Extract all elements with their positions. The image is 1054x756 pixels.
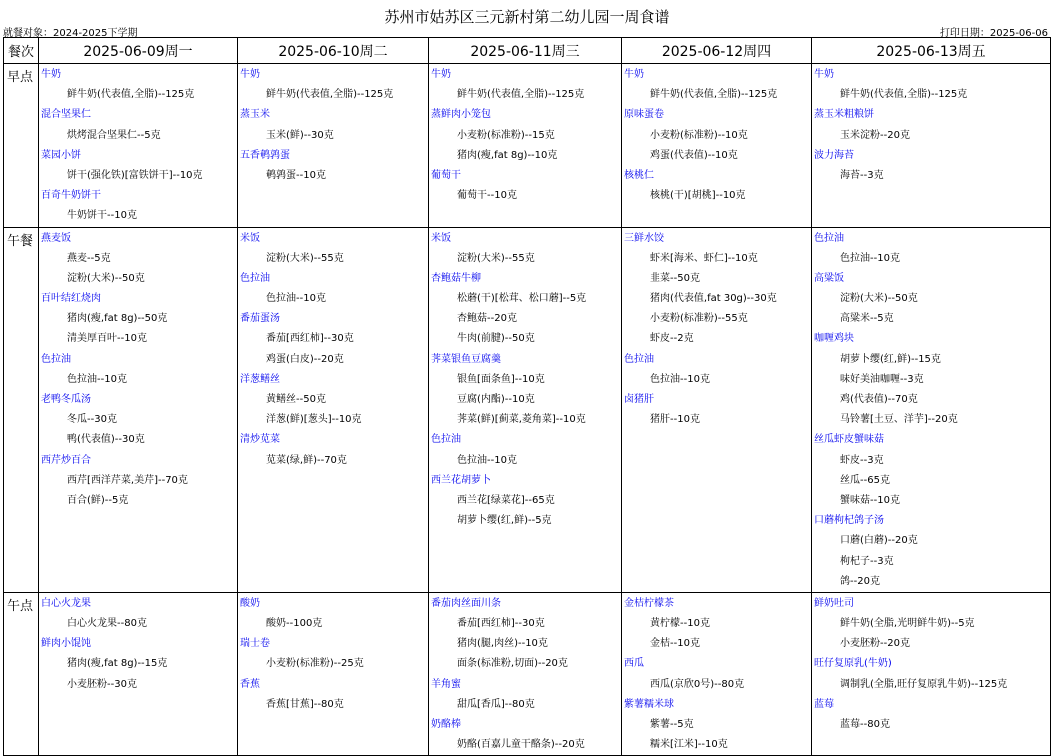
ingredient-line: 虾米[海米、虾仁]--10克 [650, 252, 758, 264]
ingredient-line: 淀粉(大米)--55克 [457, 252, 535, 264]
ingredient-line: 猪肉(瘦,fat 8g)--50克 [67, 313, 168, 325]
dish-name: 色拉油 [41, 353, 71, 365]
ingredient-line: 虾皮--3克 [840, 454, 884, 466]
diner-target: 就餐对象：2024-2025下学期 [3, 28, 138, 39]
dish-name: 番茄蛋汤 [240, 313, 280, 325]
dish-name: 葡萄干 [431, 169, 461, 181]
ingredient-line: 虾皮--2克 [650, 333, 694, 345]
dish-name: 西瓜 [624, 658, 644, 670]
ingredient-line: 鲜牛奶(代表值,全脂)--125克 [650, 89, 778, 101]
ingredient-line: 胡萝卜缨(红,鲜)--5克 [457, 515, 552, 527]
ingredient-line: 玉米淀粉--20克 [840, 129, 910, 141]
dish-name: 香蕉 [240, 678, 260, 690]
day-header: 2025-06-12周四 [622, 38, 812, 64]
day-menu-cell [812, 227, 1051, 592]
ingredient-line: 黄鳝丝--50克 [266, 394, 326, 405]
ingredient-line: 金桔--10克 [650, 638, 700, 650]
ingredient-line: 猪肉(腿,肉丝)--10克 [457, 638, 548, 650]
dish-name: 色拉油 [240, 272, 270, 284]
ingredient-line: 鲜牛奶(代表值,全脂)--125克 [67, 89, 195, 101]
ingredient-line: 燕麦--5克 [67, 252, 111, 264]
day-menu-cell [39, 64, 238, 228]
day-menu-cell [39, 227, 238, 592]
ingredient-line: 调制乳(全脂,旺仔复原乳牛奶)--125克 [840, 678, 1008, 690]
ingredient-line: 淀粉(大米)--50克 [840, 293, 918, 305]
dish-name: 牛奶 [624, 69, 644, 80]
ingredient-line: 色拉油--10克 [67, 373, 127, 385]
dish-name: 波力海苔 [814, 149, 854, 161]
dish-name: 三鲜水饺 [624, 232, 664, 244]
dish-name: 丝瓜虾皮蟹味菇 [814, 434, 884, 446]
meal-label: 午餐 [4, 227, 39, 592]
day-menu-cell [238, 227, 429, 592]
day-header: 2025-06-10周二 [238, 38, 429, 64]
ingredient-line: 小麦胚粉--20克 [840, 638, 910, 650]
dish-name: 老鸭冬瓜汤 [41, 394, 91, 405]
ingredient-line: 清美厚百叶--10克 [67, 333, 147, 345]
dish-name: 蒸玉米粗粮饼 [814, 109, 874, 121]
dish-name: 西芹炒百合 [41, 454, 91, 466]
ingredient-line: 小麦粉(标准粉)--10克 [650, 129, 748, 141]
weekly-menu-table [3, 37, 1051, 756]
day-menu-cell [812, 64, 1051, 228]
dish-name: 蓝莓 [814, 698, 834, 710]
day-header: 2025-06-13周五 [812, 38, 1051, 64]
page-title: 苏州市姑苏区三元新村第二幼儿园一周食谱 [384, 8, 670, 26]
ingredient-line: 黄柠檬--10克 [650, 618, 710, 630]
dish-name: 咖喱鸡块 [814, 333, 854, 345]
dish-name: 金桔柠檬茶 [624, 597, 674, 609]
ingredient-line: 鸡(代表值)--70克 [840, 394, 918, 405]
ingredient-line: 高粱米--5克 [840, 313, 894, 325]
dish-name: 百奇牛奶饼干 [41, 190, 101, 202]
dish-name: 鲜奶吐司 [814, 597, 854, 609]
dish-name: 清炒苋菜 [240, 434, 280, 446]
dish-name: 奶酪棒 [431, 719, 461, 730]
dish-name: 番茄肉丝面川条 [431, 597, 501, 609]
day-menu-cell [812, 592, 1051, 756]
ingredient-line: 胡萝卜缨(红,鲜)--15克 [840, 353, 941, 365]
ingredient-line: 白心火龙果--80克 [67, 618, 147, 630]
dish-name: 口蘑枸杞鸽子汤 [814, 515, 884, 527]
ingredient-line: 饼干(强化铁)[富铁饼干]--10克 [67, 169, 203, 181]
day-menu-cell [238, 592, 429, 756]
ingredient-line: 色拉油--10克 [650, 373, 710, 385]
ingredient-line: 鲜牛奶(代表值,全脂)--125克 [457, 89, 585, 101]
day-menu-cell [429, 64, 622, 228]
ingredient-line: 玉米(鲜)--30克 [266, 129, 334, 141]
day-menu-cell [622, 64, 812, 228]
ingredient-line: 番茄[西红柿]--30克 [457, 618, 545, 630]
dish-name: 白心火龙果 [41, 597, 91, 609]
ingredient-line: 色拉油--10克 [266, 293, 326, 305]
ingredient-line: 银鱼[面条鱼]--10克 [457, 373, 545, 385]
dish-name: 酸奶 [240, 597, 260, 609]
ingredient-line: 味好美油咖喱--3克 [840, 373, 924, 385]
dish-name: 核桃仁 [624, 169, 654, 181]
dish-name: 西兰花胡萝卜 [431, 474, 491, 486]
ingredient-line: 面条(标准粉,切面)--20克 [457, 658, 568, 670]
ingredient-line: 丝瓜--65克 [840, 474, 890, 486]
dish-name: 米饭 [240, 232, 260, 244]
meal-label: 早点 [4, 64, 39, 228]
dish-name: 紫薯糯米球 [624, 698, 674, 710]
dish-name: 色拉油 [431, 434, 461, 446]
ingredient-line: 紫薯--5克 [650, 719, 694, 730]
dish-name: 菜园小饼 [41, 149, 81, 161]
dish-name: 米饭 [431, 232, 451, 244]
ingredient-line: 鸡蛋(白皮)--20克 [266, 353, 344, 365]
day-header: 2025-06-09周一 [39, 38, 238, 64]
ingredient-line: 豆腐(内酯)--10克 [457, 394, 535, 405]
ingredient-line: 杏鲍菇--20克 [457, 313, 517, 325]
ingredient-line: 鲜牛奶(代表值,全脂)--125克 [266, 89, 394, 101]
day-menu-cell [429, 592, 622, 756]
dish-name: 牛奶 [814, 69, 834, 80]
dish-name: 原味蛋卷 [624, 109, 664, 121]
dish-name: 牛奶 [431, 69, 451, 80]
ingredient-line: 猪肉(代表值,fat 30g)--30克 [650, 293, 777, 305]
dish-name: 蒸玉米 [240, 109, 270, 121]
dish-name: 色拉油 [624, 353, 654, 365]
dish-name: 羊角蜜 [431, 678, 461, 690]
dish-name: 百叶结红烧肉 [41, 293, 101, 305]
day-menu-cell [622, 227, 812, 592]
ingredient-line: 牛奶饼干--10克 [67, 210, 137, 222]
dish-name: 荠菜银鱼豆腐羹 [431, 353, 501, 365]
dish-name: 鲜肉小馄饨 [41, 638, 91, 650]
ingredient-line: 鸡蛋(代表值)--10克 [650, 149, 738, 161]
dish-name: 色拉油 [814, 232, 844, 244]
print-date: 打印日期：2025-06-06 [939, 28, 1048, 39]
ingredient-line: 松蘑(干)[松茸、松口蘑]--5克 [457, 293, 587, 305]
ingredient-line: 西瓜(京欣0号)--80克 [650, 678, 745, 690]
ingredient-line: 口蘑(白蘑)--20克 [840, 535, 918, 547]
day-menu-cell [622, 592, 812, 756]
dish-name: 瑞士卷 [240, 638, 270, 650]
ingredient-line: 百合(鲜)--5克 [67, 494, 129, 506]
dish-name: 卤猪肝 [624, 394, 654, 405]
ingredient-line: 甜瓜[香瓜]--80克 [457, 698, 535, 710]
ingredient-line: 小麦粉(标准粉)--15克 [457, 129, 555, 141]
ingredient-line: 番茄[西红柿]--30克 [266, 333, 354, 345]
dish-name: 杏鲍菇牛柳 [431, 272, 481, 284]
ingredient-line: 酸奶--100克 [266, 618, 323, 630]
day-header: 2025-06-11周三 [429, 38, 622, 64]
ingredient-line: 荠菜(鲜)[蓟菜,菱角菜]--10克 [457, 414, 586, 426]
ingredient-line: 枸杞子--3克 [840, 555, 894, 567]
ingredient-line: 韭菜--50克 [650, 272, 700, 284]
ingredient-line: 鸽--20克 [840, 575, 880, 587]
ingredient-line: 马铃薯[土豆、洋芋]--20克 [840, 414, 958, 426]
ingredient-line: 蓝莓--80克 [840, 719, 890, 730]
dish-name: 高粱饭 [814, 272, 844, 284]
dish-name: 混合坚果仁 [41, 109, 91, 121]
ingredient-line: 小麦粉(标准粉)--55克 [650, 313, 748, 325]
ingredient-line: 葡萄干--10克 [457, 190, 517, 202]
day-menu-cell [39, 592, 238, 756]
ingredient-line: 色拉油--10克 [840, 252, 900, 264]
ingredient-line: 西兰花[绿菜花]--65克 [457, 494, 555, 506]
ingredient-line: 牛肉(前腱)--50克 [457, 333, 535, 345]
meal-row [4, 592, 1051, 756]
ingredient-line: 香蕉[甘蕉]--80克 [266, 698, 344, 710]
ingredient-line: 奶酪(百嘉儿童干酪条)--20克 [457, 739, 585, 751]
day-menu-cell [429, 227, 622, 592]
ingredient-line: 海苔--3克 [840, 169, 884, 181]
dish-name: 旺仔复原乳(牛奶) [814, 658, 892, 670]
ingredient-line: 西芹[西洋芹菜,美芹]--70克 [67, 474, 188, 486]
meal-row [4, 227, 1051, 592]
dish-name: 燕麦饭 [41, 232, 71, 244]
dish-name: 洋葱鳝丝 [240, 373, 280, 385]
ingredient-line: 鲜牛奶(全脂,光明鲜牛奶)--5克 [840, 618, 975, 630]
ingredient-line: 核桃(干)[胡桃]--10克 [650, 190, 746, 202]
dish-name: 五香鹌鹑蛋 [240, 149, 290, 161]
ingredient-line: 猪肉(瘦,fat 8g)--10克 [457, 149, 558, 161]
ingredient-line: 猪肝--10克 [650, 414, 700, 426]
ingredient-line: 糯米[江米]--10克 [650, 739, 728, 751]
dish-name: 蒸鲜肉小笼包 [431, 109, 491, 121]
ingredient-line: 洋葱(鲜)[葱头]--10克 [266, 414, 362, 426]
ingredient-line: 鸭(代表值)--30克 [67, 434, 145, 446]
meal-row [4, 64, 1051, 228]
ingredient-line: 猪肉(瘦,fat 8g)--15克 [67, 658, 168, 670]
ingredient-line: 淀粉(大米)--55克 [266, 252, 344, 264]
ingredient-line: 色拉油--10克 [457, 454, 517, 466]
header-row [4, 38, 1051, 64]
ingredient-line: 小麦胚粉--30克 [67, 678, 137, 690]
meal-label: 午点 [4, 592, 39, 756]
ingredient-line: 淀粉(大米)--50克 [67, 272, 145, 284]
ingredient-line: 鲜牛奶(代表值,全脂)--125克 [840, 89, 968, 101]
ingredient-line: 小麦粉(标准粉)--25克 [266, 658, 364, 670]
ingredient-line: 烘烤混合坚果仁--5克 [67, 129, 161, 141]
meal-column-header: 餐次 [4, 38, 39, 64]
ingredient-line: 蟹味菇--10克 [840, 494, 900, 506]
dish-name: 牛奶 [240, 69, 260, 80]
dish-name: 牛奶 [41, 69, 61, 80]
ingredient-line: 冬瓜--30克 [67, 414, 117, 426]
day-menu-cell [238, 64, 429, 228]
ingredient-line: 苋菜(绿,鲜)--70克 [266, 454, 347, 466]
ingredient-line: 鹌鹑蛋--10克 [266, 169, 326, 181]
